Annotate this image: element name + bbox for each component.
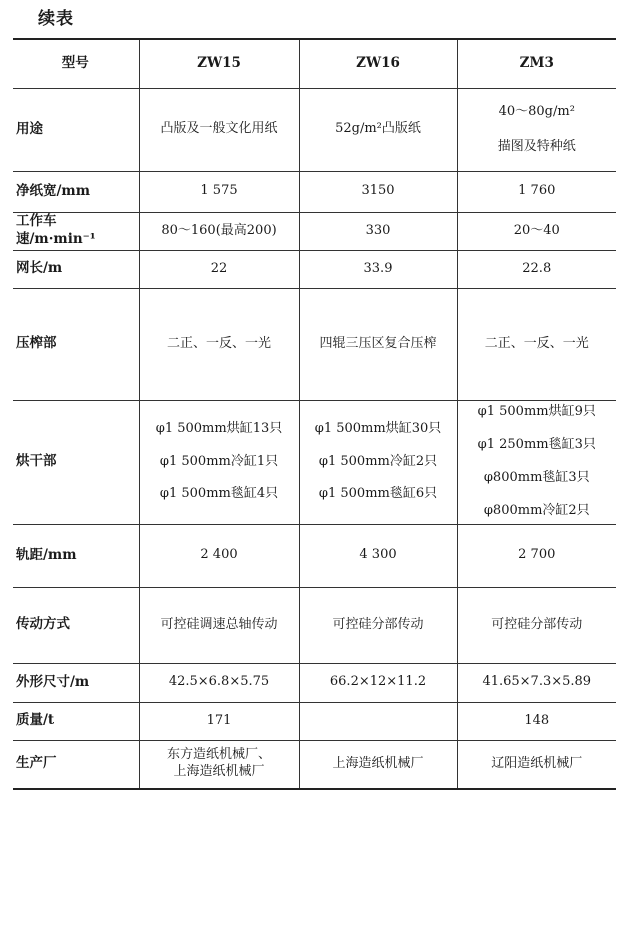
table-row [13,288,616,400]
cell-line: 可控硅分部传动 [491,616,583,632]
row-label: 外形尺寸/m [13,663,139,702]
table-cell [457,740,616,789]
row-label: 工作车速/m·min⁻¹ [13,212,139,250]
paper-machine-spec-table [13,38,616,790]
table-cell [457,88,616,171]
table-row [13,250,616,288]
table-cell [299,702,457,740]
table-cell [457,663,616,702]
cell-line: 可控硅调速总轴传动 [160,616,278,632]
cell-line: 40～80g/m² [498,103,575,119]
table-cell [457,702,616,740]
cell-line: φ1 500mm烘缸13只 [155,420,283,436]
cell-line: 171 [206,712,232,728]
table-cell [457,288,616,400]
header-cell-model: 型号 [13,39,139,88]
table-cell [139,400,299,524]
table-row [13,88,616,171]
table-cell [299,250,457,288]
table-row [13,740,616,789]
row-label: 烘干部 [13,400,139,524]
table-row [13,587,616,663]
table-cell [139,587,299,663]
cell-line: 52g/m²凸版纸 [335,121,421,137]
table-cell [299,288,457,400]
cell-line: φ1 500mm毯缸4只 [159,486,279,502]
cell-line: 3150 [361,183,395,199]
table-cell [299,524,457,587]
row-label: 净纸宽/mm [13,171,139,212]
cell-line: 上海造纸机械厂 [173,764,265,780]
cell-line: 42.5×6.8×5.75 [168,674,270,690]
table-cell [299,88,457,171]
table-cell [457,587,616,663]
table-row [13,400,616,524]
cell-line: 41.65×7.3×5.89 [482,674,592,690]
table-cell [457,250,616,288]
table-row [13,524,616,587]
table-cell [139,702,299,740]
cell-line: φ800mm冷缸2只 [483,502,590,518]
row-label: 用途 [13,88,139,171]
cell-line: 二正、一反、一光 [484,335,589,351]
table-row [13,702,616,740]
cell-line: 148 [524,712,550,728]
table-caption: 续表 [38,9,74,29]
table-row [13,663,616,702]
cell-line: 66.2×12×11.2 [329,674,427,690]
cell-line: 1 575 [200,183,238,199]
cell-line: φ1 500mm冷缸1只 [159,453,279,469]
cell-line: φ1 250mm毯缸3只 [477,437,596,453]
cell-line: φ1 500mm冷缸2只 [318,453,438,469]
cell-line: φ1 500mm烘缸30只 [314,420,442,436]
table-cell [299,171,457,212]
row-label: 轨距/mm [13,524,139,587]
cell-line: φ800mm毯缸3只 [483,470,590,485]
table-cell [139,663,299,702]
cell-line: 2 400 [200,547,238,563]
cell-line: 4 300 [359,547,397,563]
header-row [13,39,616,88]
row-label: 生产厂 [13,740,139,789]
table-row [13,212,616,250]
cell-line: 330 [365,222,391,238]
cell-line: 80～160(最高200) [161,222,277,238]
table-cell [139,250,299,288]
cell-line: 描图及特种纸 [497,138,576,154]
row-label: 网长/m [13,250,139,288]
cell-line: 东方造纸机械厂、 [166,747,271,763]
cell-line: 二正、一反、一光 [166,335,271,351]
cell-line: 辽阳造纸机械厂 [491,755,583,771]
header-cell-zm3: ZM3 [457,39,616,88]
table-cell [457,212,616,250]
cell-line: 四辊三压区复合压榨 [319,335,437,351]
table-cell [139,288,299,400]
table-cell [139,524,299,587]
cell-line: 20～40 [513,222,560,238]
row-label: 传动方式 [13,587,139,663]
cell-line: 22.8 [522,260,552,276]
table-cell [457,524,616,587]
table-cell [457,171,616,212]
table-cell [139,171,299,212]
table-cell [139,740,299,789]
table-cell [139,212,299,250]
table-cell [299,212,457,250]
cell-line: 1 760 [518,183,556,199]
cell-line: 2 700 [518,547,556,563]
table-cell [299,740,457,789]
table-cell [139,88,299,171]
row-label: 压榨部 [13,288,139,400]
cell-line: 33.9 [363,260,393,276]
table-cell [299,663,457,702]
cell-line: φ1 500mm烘缸9只 [477,404,596,420]
row-label: 质量/t [13,702,139,740]
header-cell-zw16: ZW16 [299,39,457,88]
table-cell [299,587,457,663]
header-cell-zw15: ZW15 [139,39,299,88]
cell-line: φ1 500mm毯缸6只 [318,486,438,502]
cell-line: 凸版及一般文化用纸 [160,121,278,137]
table-row [13,171,616,212]
table-cell [457,400,616,524]
table-cell [299,400,457,524]
cell-line: 可控硅分部传动 [332,616,424,632]
cell-line: 上海造纸机械厂 [332,755,424,771]
cell-line: 22 [210,260,228,276]
